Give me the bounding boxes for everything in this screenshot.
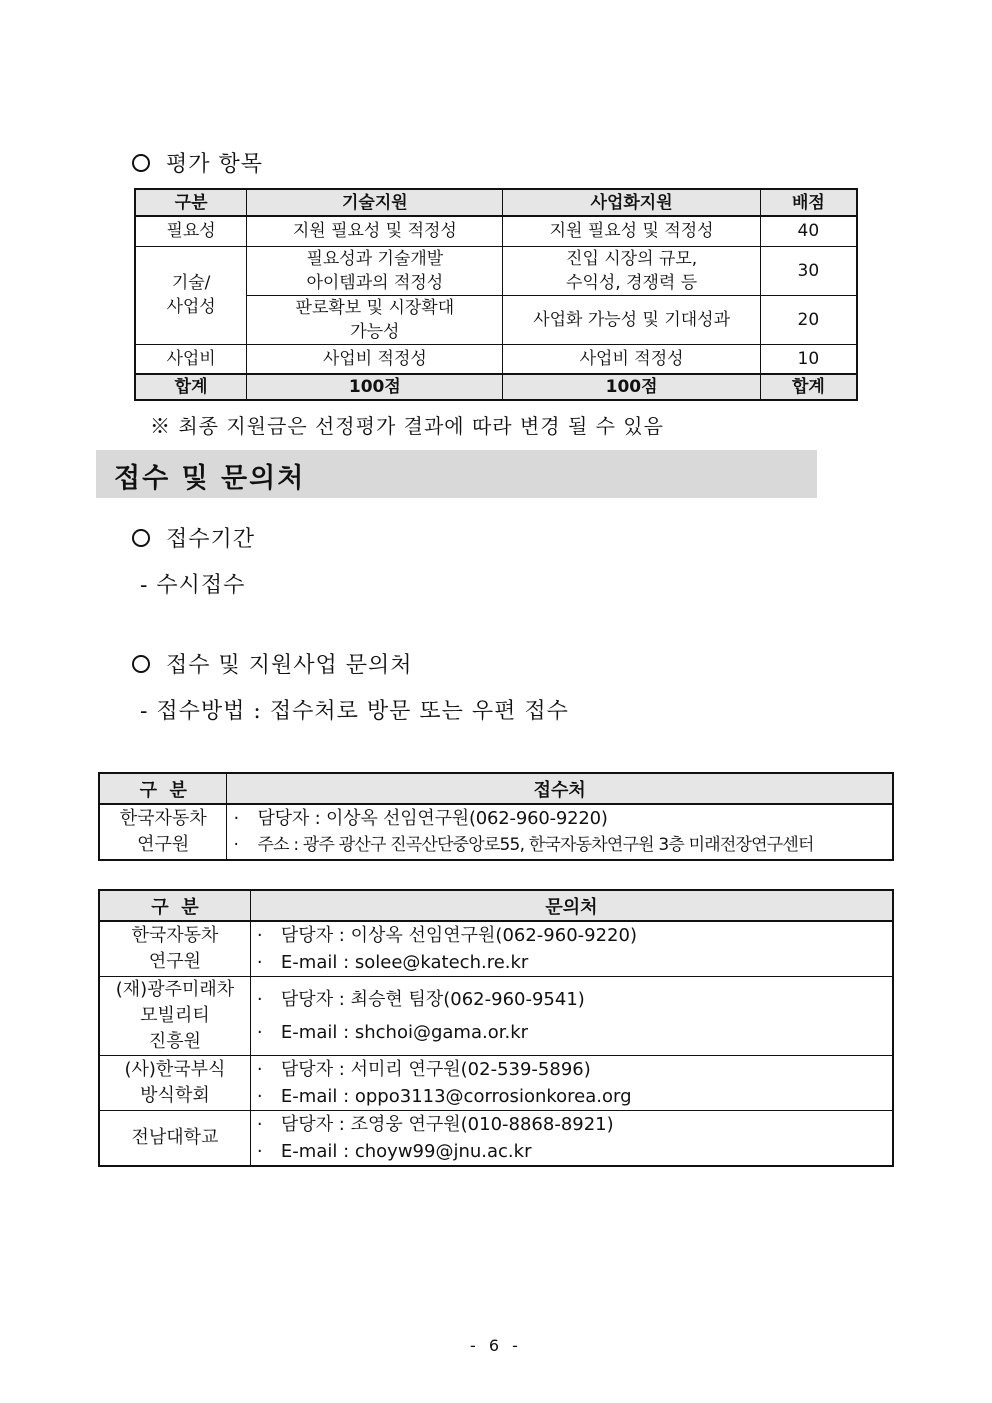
middle-dot-icon: · <box>256 989 263 1010</box>
row-score: 40 <box>760 216 857 246</box>
period-heading <box>132 522 255 553</box>
evaluation-header-row <box>135 189 857 216</box>
contact-person: 담당자 : 이상옥 선임연구원(062-960-9220) <box>257 808 608 829</box>
address: 주소 : 광주 광산구 진곡산단중앙로55, 한국자동차연구원 3층 미래전장연구센터 <box>257 835 814 855</box>
table-row <box>99 921 893 977</box>
org-name: (재)광주미래차 모빌리티 진흥원 <box>99 977 250 1056</box>
table-row <box>99 1056 893 1111</box>
row-score: 30 <box>760 246 857 295</box>
list-item <box>257 1056 892 1083</box>
contact-person: 담당자 : 최승현 팀장(062-960-9541) <box>280 989 585 1010</box>
org-name: 한국자동차 연구원 <box>99 921 250 977</box>
list-item <box>257 1138 892 1165</box>
evaluation-note: ※ 최종 지원금은 선정평가 결과에 따라 변경 될 수 있음 <box>150 414 664 438</box>
table-row <box>135 246 857 295</box>
circle-bullet-icon <box>132 154 150 172</box>
period-heading-text: 접수기간 <box>166 527 256 552</box>
period-item: - 수시접수 <box>140 573 246 598</box>
contact-person: 담당자 : 서미리 연구원(02-539-5896) <box>280 1059 591 1080</box>
contact-lines <box>250 977 893 1056</box>
evaluation-heading-text: 평가 항목 <box>166 152 264 177</box>
middle-dot-icon: · <box>256 1059 263 1080</box>
row-biz: 진입 시장의 규모, 수익성, 경쟁력 등 <box>503 246 760 295</box>
list-item <box>257 1016 892 1049</box>
header-contact: 문의처 <box>250 890 893 921</box>
email-link[interactable]: E-mail : shchoi@gama.or.kr <box>280 1022 529 1043</box>
middle-dot-icon: · <box>256 1114 263 1135</box>
list-item <box>233 832 892 859</box>
circle-bullet-icon <box>132 529 150 547</box>
header-score: 배점 <box>760 189 857 216</box>
email-link[interactable]: E-mail : choyw99@jnu.ac.kr <box>280 1141 532 1162</box>
section-title: 접수 및 문의처 <box>114 463 306 494</box>
list-item <box>257 983 892 1016</box>
header-category: 구 분 <box>99 773 227 804</box>
row-biz: 사업비 적정성 <box>503 344 760 374</box>
list-item <box>257 949 892 976</box>
list-item <box>233 805 892 832</box>
inquiry-heading <box>132 648 413 679</box>
header-reception: 접수처 <box>227 773 893 804</box>
org-name: 한국자동차 연구원 <box>99 804 227 860</box>
row-category: 기술/ 사업성 <box>135 246 247 344</box>
contact-table <box>98 889 894 1167</box>
row-biz: 지원 필요성 및 적정성 <box>503 216 760 246</box>
middle-dot-icon: · <box>256 925 263 946</box>
contact-lines <box>250 1056 893 1111</box>
middle-dot-icon: · <box>233 808 240 829</box>
total-score: 합계 <box>760 374 857 400</box>
list-item <box>257 1083 892 1110</box>
org-name: (사)한국부식 방식학회 <box>99 1056 250 1111</box>
row-tech: 필요성과 기술개발 아이템과의 적정성 <box>247 246 503 295</box>
table-row <box>135 344 857 374</box>
inquiry-heading-text: 접수 및 지원사업 문의처 <box>166 653 413 678</box>
contact-lines <box>250 1111 893 1167</box>
row-tech: 사업비 적정성 <box>247 344 503 374</box>
row-biz: 사업화 가능성 및 기대성과 <box>503 295 760 344</box>
table-row <box>99 1111 893 1167</box>
reception-header-row <box>99 773 893 804</box>
email-link[interactable]: E-mail : oppo3113@corrosionkorea.org <box>280 1086 632 1107</box>
row-score: 20 <box>760 295 857 344</box>
header-biz: 사업화지원 <box>503 189 760 216</box>
contact-person: 담당자 : 이상옥 선임연구원(062-960-9220) <box>280 925 637 946</box>
evaluation-table <box>134 188 858 401</box>
row-category: 필요성 <box>135 216 247 246</box>
page-number: - 6 - <box>470 1336 522 1355</box>
row-tech: 판로확보 및 시장확대 가능성 <box>247 295 503 344</box>
table-row <box>99 804 893 860</box>
circle-bullet-icon <box>132 655 150 673</box>
middle-dot-icon: · <box>256 1086 263 1107</box>
email-link[interactable]: E-mail : solee@katech.re.kr <box>280 952 529 973</box>
total-biz: 100점 <box>503 374 760 400</box>
total-row <box>135 374 857 400</box>
header-tech: 기술지원 <box>247 189 503 216</box>
row-score: 10 <box>760 344 857 374</box>
header-category: 구 분 <box>99 890 250 921</box>
row-category: 사업비 <box>135 344 247 374</box>
total-label: 합계 <box>135 374 247 400</box>
middle-dot-icon: · <box>256 1141 263 1162</box>
contact-lines <box>250 921 893 977</box>
evaluation-heading <box>132 147 263 178</box>
middle-dot-icon: · <box>233 835 239 855</box>
org-name: 전남대학교 <box>99 1111 250 1167</box>
table-row <box>99 977 893 1056</box>
contact-header-row <box>99 890 893 921</box>
inquiry-item: - 접수방법 : 접수처로 방문 또는 우편 접수 <box>140 699 569 724</box>
header-category: 구분 <box>135 189 247 216</box>
list-item <box>257 922 892 949</box>
middle-dot-icon: · <box>256 952 263 973</box>
row-tech: 지원 필요성 및 적정성 <box>247 216 503 246</box>
contact-person: 담당자 : 조영웅 연구원(010-8868-8921) <box>280 1114 614 1135</box>
middle-dot-icon: · <box>256 1022 263 1043</box>
table-row <box>135 216 857 246</box>
total-tech: 100점 <box>247 374 503 400</box>
list-item <box>257 1111 892 1138</box>
reception-lines <box>227 804 893 860</box>
reception-table <box>98 772 894 861</box>
